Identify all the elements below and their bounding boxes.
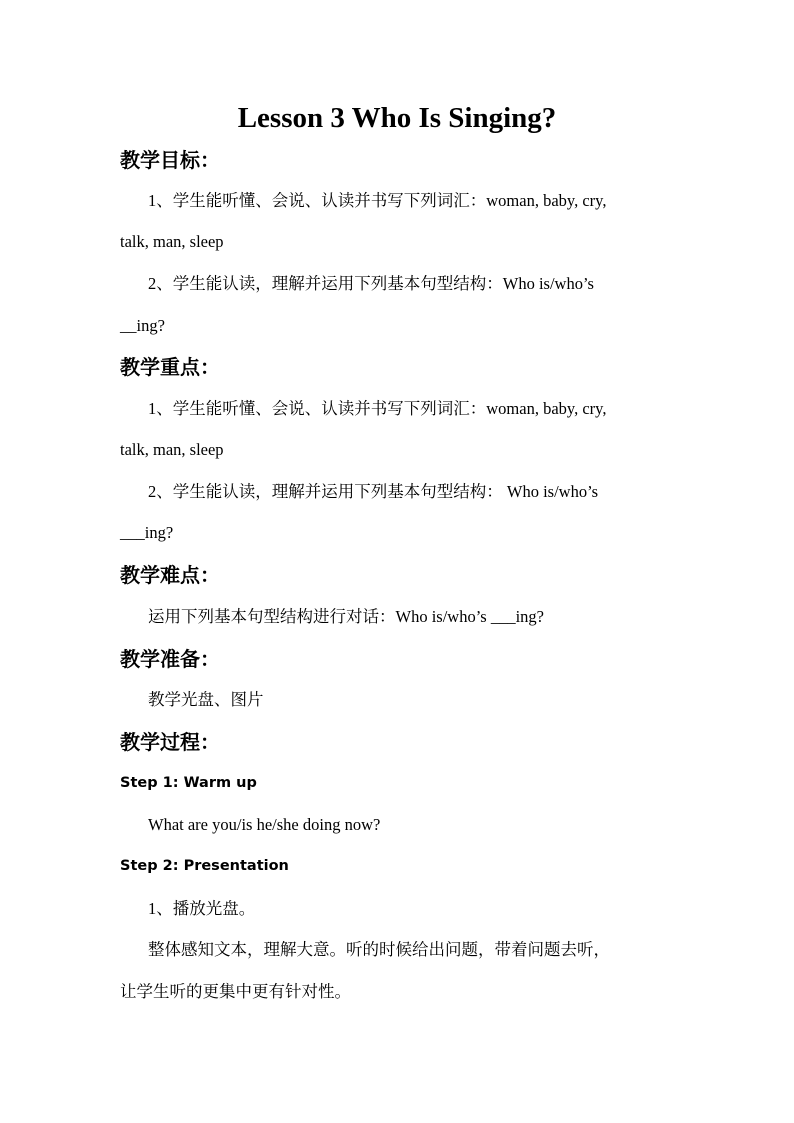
objectives-item-1-line-1: 1、学生能听懂、会说、认读并书写下列词汇：woman, baby, cry,: [148, 191, 607, 210]
step-2-paragraph-line-1: 整体感知文本，理解大意。听的时候给出问题，带着问题去听，: [148, 940, 610, 959]
step-1-label: Step 1: Warm up: [120, 775, 257, 791]
difficulties-heading: 教学难点：: [120, 563, 220, 587]
preparation-text: 教学光盘、图片: [148, 690, 264, 709]
step-2-label: Step 2: Presentation: [120, 858, 289, 874]
key-points-item-1-line-1: 1、学生能听懂、会说、认读并书写下列词汇：woman, baby, cry,: [148, 399, 607, 418]
page-title: Lesson 3 Who Is Singing?: [237, 102, 557, 134]
objectives-heading: 教学目标：: [120, 148, 220, 172]
key-points-item-2-line-2: ___ing?: [120, 523, 174, 542]
key-points-item-1-line-2: talk, man, sleep: [120, 440, 224, 459]
step-2-item-1: 1、播放光盘。: [148, 899, 256, 918]
step-1-text: What are you/is he/she doing now?: [148, 815, 381, 834]
key-points-item-2-line-1: 2、学生能认读，理解并运用下列基本句型结构： Who is/who’s: [148, 482, 599, 501]
difficulties-text: 运用下列基本句型结构进行对话：Who is/who’s ___ing?: [148, 607, 544, 626]
objectives-item-2-line-1: 2、学生能认读，理解并运用下列基本句型结构：Who is/who’s: [148, 274, 594, 293]
preparation-heading: 教学准备：: [120, 647, 220, 671]
objectives-item-1-line-2: talk, man, sleep: [120, 232, 224, 251]
key-points-heading: 教学重点：: [120, 355, 220, 379]
objectives-item-2-line-2: __ing?: [120, 316, 165, 335]
step-2-paragraph-line-2: 让学生听的更集中更有针对性。: [120, 982, 351, 1001]
process-heading: 教学过程：: [120, 730, 220, 754]
